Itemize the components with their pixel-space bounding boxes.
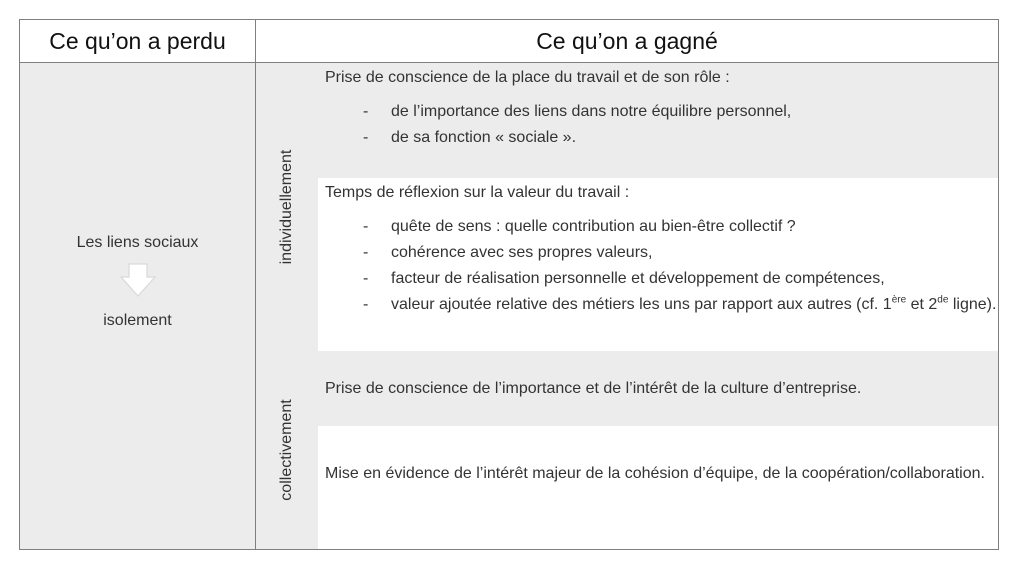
comparison-table — [19, 19, 999, 550]
list-item: - facteur de réalisation personnelle et développement de compétences, — [325, 266, 998, 292]
header-gained: Ce qu’on a gagné — [256, 20, 998, 63]
list-item: - cohérence avec ses propres valeurs, — [325, 240, 998, 266]
down-arrow-icon — [120, 263, 156, 297]
block-lead: Mise en évidence de l’intérêt majeur de la cohésion d’équipe, de la coopération/collaboration. — [325, 465, 985, 482]
list-item: - valeur ajoutée relative des métiers les uns par rapport aux autres (cf. 1ère et 2de ligne). — [325, 292, 998, 318]
list-item: - de sa fonction « sociale ». — [325, 125, 998, 151]
header-lost: Ce qu’on a perdu — [20, 20, 256, 63]
gain-block-value — [318, 178, 998, 351]
block-lead: Prise de conscience de la place du travail et de son rôle : — [325, 69, 730, 86]
gain-block-cohesion — [318, 426, 998, 549]
lost-item-bottom: isolement — [103, 312, 172, 329]
dash-list — [325, 214, 998, 318]
section-label-individual: individuellement — [256, 63, 318, 351]
list-item: - de l’importance des liens dans notre équilibre personnel, — [325, 99, 998, 125]
dash-list — [325, 99, 998, 151]
block-lead: Prise de conscience de l’importance et de l’intérêt de la culture d’entreprise. — [325, 380, 862, 397]
block-lead: Temps de réflexion sur la valeur du travail : — [325, 184, 630, 201]
lost-column — [20, 63, 256, 549]
lost-item-top: Les liens sociaux — [76, 234, 199, 251]
list-item: - quête de sens : quelle contribution au bien-être collectif ? — [325, 214, 998, 240]
gain-block-culture — [318, 351, 998, 426]
gain-block-role — [318, 63, 998, 178]
section-label-collective: collectivement — [256, 351, 318, 549]
